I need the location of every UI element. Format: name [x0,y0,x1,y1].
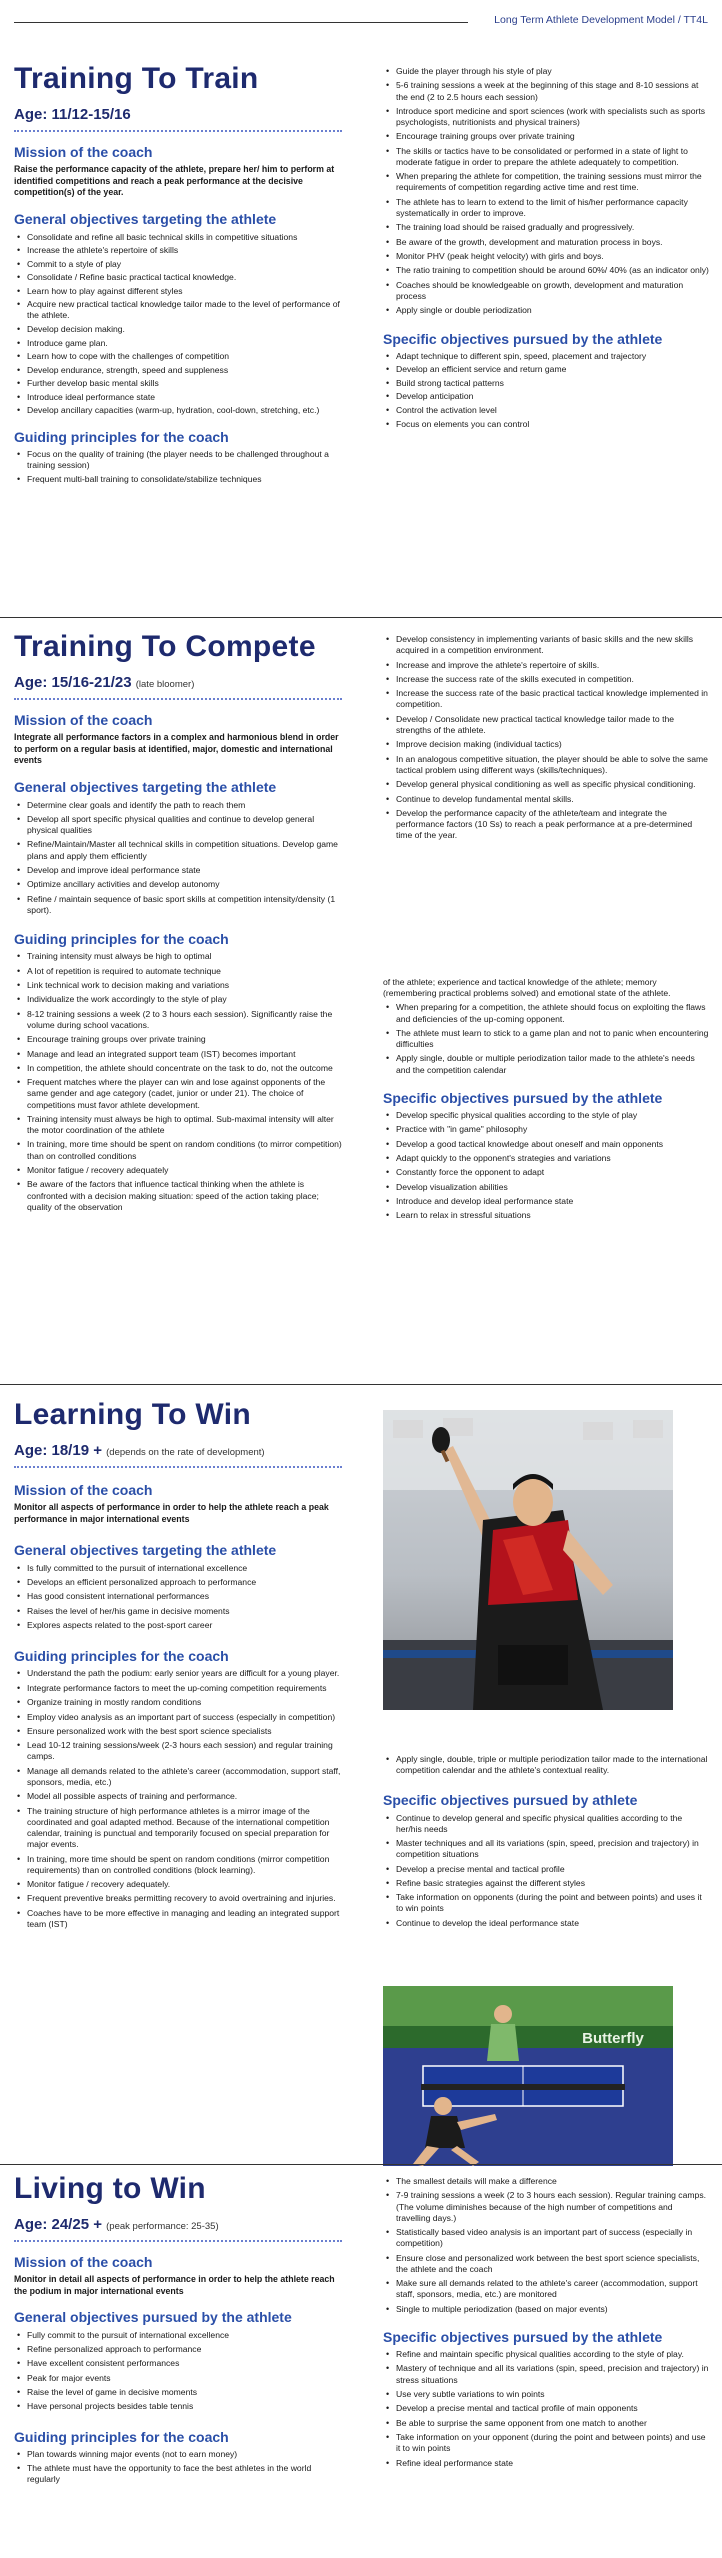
list-item: • Learn how to play against different styles [14,286,342,297]
list-item: • Encourage training groups over private training [383,131,709,142]
list-item: • Mastery of technique and all its variations (spin, speed, precision and trajectory) in stress situations [383,2363,709,2385]
list-item: • Be aware of the growth, development and maturation process in boys. [383,237,709,248]
mission-heading: Mission of the coach [14,711,153,728]
age-label: Age: 24/25 + (peak performance: 25-35) [14,2215,342,2242]
list-item: • Take information on your opponent (during the point and between points) and use it to win points [383,2432,709,2454]
list-item: • Introduce sport medicine and sport sciences (work with specialists such as sports psychologists, nutritionists and physical trainers) [383,106,709,128]
guiding-principles-heading: Guiding principles for the coach [14,930,229,947]
section-training-to-compete [0,630,722,1380]
list-item: • Link technical work to decision making and variations [14,980,342,991]
list-item: • Manage all demands related to the athlete's career (accommodation, support staff, sponsors, media, etc.) [14,1766,342,1788]
list-item: • 7-9 training sessions a week (2 to 3 hours each session). Regular training camps. (The volume diminishes because of the high number of competitions and travelling days.) [383,2190,709,2224]
list-item: • Introduce ideal performance state [14,392,342,403]
athlete-objectives-list [383,634,709,841]
list-item: • Determine clear goals and identify the path to reach them [14,800,342,811]
list-item: • Be aware of the factors that influence tactical thinking when the athlete is confronted with a decision making situation: speed of the action taking place; quality of the observation [14,1179,342,1213]
list-item: • Frequent preventive breaks permitting recovery to avoid overtraining and injuries. [14,1893,342,1904]
list-item: • Apply single, double, triple or multiple periodization tailor made to the international competition calendar and the athlete's contextual reality. [383,1754,709,1776]
list-item: • The athlete must have the opportunity to face the best athletes in the world regularly [14,2463,342,2485]
list-item: • Commit to a style of play [14,259,342,270]
list-item: • Employ video analysis as an important part of success (especially in competition) [14,1712,342,1723]
list-item: • Improve decision making (individual tactics) [383,739,709,750]
mission-heading: Mission of the coach [14,1481,153,1498]
age-label: Age: 15/16-21/23 (late bloomer) [14,673,342,700]
specific-objectives-heading: Specific objectives pursued by the athlete [383,330,663,347]
list-item: • Consolidate / Refine basic practical tactical knowledge. [14,272,342,283]
list-item: • The athlete has to learn to extend to the limit of his/her performance capacity systematically in order to improve. [383,197,709,219]
specific-objectives-list [383,2349,709,2469]
list-item: • Explores aspects related to the post-sport career [14,1620,342,1631]
list-item: • Apply single, double or multiple periodization tailor made to the athlete's needs and the competition calendar [383,1053,709,1075]
mission-text: Monitor in detail all aspects of performance in order to help the athlete reach the podium in major international events [14,2273,335,2296]
list-item: • Coaches should be knowledgeable on growth, development and maturation process [383,280,709,302]
mission-heading: Mission of the coach [14,2253,153,2270]
list-item: • Training intensity must always be high to optimal [14,951,342,962]
list-item: • Statistically based video analysis is an important part of success (especially in competition) [383,2227,709,2249]
list-item: • 5-6 training sessions a week at the beginning of this stage and 8-10 sessions at the end (2 to 2.5 hours each session) [383,80,709,102]
list-item: • Monitor fatigue / recovery adequately. [14,1879,342,1890]
list-item: • Focus on elements you can control [383,419,709,430]
list-item: • Develop / Consolidate new practical tactical knowledge tailor made to the strengths of the athlete. [383,714,709,736]
list-item: • Develops an efficient personalized approach to performance [14,1577,342,1588]
list-item: • The skills or tactics have to be consolidated or performed in a state of light to moderate fatigue in order to prepare the athlete adequately to competition. [383,146,709,168]
continued-text: of the athlete; experience and tactical knowledge of the athlete; memory (remembering practical problems solved) and emotional state of the athlete. [383,977,671,999]
list-item: • The smallest details will make a difference [383,2176,709,2187]
list-item: • Use very subtle variations to win points [383,2389,709,2400]
section-divider [0,617,722,618]
list-item: • Integrate performance factors to meet the up-coming competition requirements [14,1683,342,1694]
list-item: • Have excellent consistent performances [14,2358,342,2369]
list-item: • Develop a precise mental and tactical profile of main opponents [383,2403,709,2414]
list-item: • The training load should be raised gradually and progressively. [383,222,709,233]
list-item: • In training, more time should be spent on random conditions (to mirror competition) than on controlled conditions [14,1139,342,1161]
doubles-match-photo [383,1986,673,2166]
list-item: • Refine and maintain specific physical qualities according to the style of play. [383,2349,709,2360]
list-item: • Control the activation level [383,405,709,416]
list-item: • The athlete must learn to stick to a game plan and not to panic when encountering difficulties [383,1028,709,1050]
list-item: • Develop ancillary capacities (warm-up, hydration, cool-down, stretching, etc.) [14,405,342,416]
list-item: • Encourage training groups over private training [14,1034,342,1045]
list-item: • Raise the level of game in decisive moments [14,2387,342,2398]
mission-text: Integrate all performance factors in a complex and harmonious blend in order to perform on a regular basis at identified, major, domestic and international events [14,731,339,766]
list-item: • Increase the athlete's repertoire of skills [14,245,342,256]
list-item: • Develop a good tactical knowledge about oneself and main opponents [383,1139,709,1150]
header-title: Long Term Athlete Development Model / TT4L [494,14,708,26]
mission-text: Monitor all aspects of performance in order to help the athlete reach a peak performance in major international events [14,1501,329,1524]
list-item: • Increase and improve the athlete's repertoire of skills. [383,660,709,671]
list-item: • Introduce game plan. [14,338,342,349]
section-living-to-win [0,2172,722,2552]
general-objectives-list [14,1563,342,1632]
list-item: • Develop endurance, strength, speed and suppleness [14,365,342,376]
list-item: • Have personal projects besides table tennis [14,2401,342,2412]
section-learning-to-win [0,1398,722,2178]
list-item: • Learn to relax in stressful situations [383,1210,709,1221]
list-item: • Individualize the work accordingly to the style of play [14,994,342,1005]
general-objectives-heading: General objectives targeting the athlete [14,211,277,228]
guiding-principles-list [14,449,342,486]
guiding-principles-heading: Guiding principles for the coach [14,2428,229,2445]
list-item: • Develop anticipation [383,391,709,402]
list-item: • Further develop basic mental skills [14,378,342,389]
list-item: • Model all possible aspects of training and performance. [14,1791,342,1802]
list-item: • Fully commit to the pursuit of international excellence [14,2330,342,2341]
list-item: • Guide the player through his style of play [383,66,709,77]
list-item: • 8-12 training sessions a week (2 to 3 hours each session). Significantly raise the volume during school vacations. [14,1009,342,1031]
list-item: • Refine ideal performance state [383,2458,709,2469]
list-item: • Apply single or double periodization [383,305,709,316]
list-item: • Take information on opponents (during the point and between points) and uses it to win points [383,1892,709,1914]
list-item: • Develop an efficient service and return game [383,364,709,375]
guiding-principles-heading: Guiding principles for the coach [14,1648,229,1665]
list-item: • Consolidate and refine all basic technical skills in competitive situations [14,232,342,243]
list-item: • Has good consistent international performances [14,1591,342,1602]
list-item: • Practice with "in game" philosophy [383,1124,709,1135]
list-item: • When preparing for a competition, the athlete should focus on exploiting the flaws and deficiencies of the up-coming opponent. [383,1002,709,1024]
list-item: • Lead 10-12 training sessions/week (2-3 hours each session) and regular training camps. [14,1740,342,1762]
section-divider [0,2164,722,2165]
general-objectives-heading: General objectives targeting the athlete [14,779,277,796]
list-item: • Adapt technique to different spin, speed, placement and trajectory [383,351,709,362]
list-item: • Frequent matches where the player can win and lose against opponents of the same gender and age category (cadet, junior or under 21). The choice of competitions must favor athlete development. [14,1077,342,1111]
list-item: • Refine basic strategies against the different styles [383,1878,709,1889]
list-item: • Continue to develop the ideal performance state [383,1918,709,1929]
list-item: • In competition, the athlete should concentrate on the task to do, not the outcome [14,1063,342,1074]
mission-heading: Mission of the coach [14,143,153,160]
specific-objectives-list [383,351,709,430]
list-item: • Single to multiple periodization (based on major events) [383,2304,709,2315]
list-item: • Continue to develop fundamental mental skills. [383,794,709,805]
general-objectives-list [14,800,342,916]
list-item: • Organize training in mostly random conditions [14,1697,342,1708]
list-item: • In training, more time should be spent on random conditions (mirror competition requirements) than on controlled conditions (block learning). [14,1854,342,1876]
player-celebration-photo [383,1410,673,1710]
section-title: Training To Train [14,62,259,95]
list-item: • Focus on the quality of training (the player needs to be challenged throughout a training session) [14,449,342,471]
guiding-principles-list [14,951,342,1213]
list-item: • Refine/Maintain/Master all technical skills in competition situations. Develop game plans and apply them efficiently [14,839,342,861]
list-item: • Ensure close and personalized work between the best sport science specialists, the athlete and the coach [383,2253,709,2275]
list-item: • Increase the success rate of the basic practical tactical knowledge implemented in competition. [383,688,709,710]
list-item: • Be able to surprise the same opponent from one match to another [383,2418,709,2429]
list-item: • Understand the path the podium: early senior years are difficult for a young player. [14,1668,342,1679]
list-item: • Make sure all demands related to the athlete's career (accommodation, support staff, sponsors, media, etc.) are monitored [383,2278,709,2300]
section-training-to-train [0,62,722,602]
section-title: Living to Win [14,2172,206,2205]
age-label: Age: 11/12-15/16 [14,105,342,132]
list-item: • Manage and lead an integrated support team (IST) becomes important [14,1049,342,1060]
page-header [0,0,722,30]
mission-text: Raise the performance capacity of the athlete, prepare her/ him to perform at identified competitions and reach a peak performance at the decisive competition(s) of the year. [14,163,335,198]
list-item: • Develop all sport specific physical qualities and continue to develop general physical qualities [14,814,342,836]
list-item: • Ensure personalized work with the best sport science specialists [14,1726,342,1737]
list-item: • Develop a precise mental and tactical profile [383,1864,709,1875]
guiding-principles-heading: Guiding principles for the coach [14,428,229,445]
list-item: • Constantly force the opponent to adapt [383,1167,709,1178]
list-item: • Develop consistency in implementing variants of basic skills and the new skills acquired in a competition environment. [383,634,709,656]
section-title: Training To Compete [14,630,316,663]
specific-objectives-list [383,1813,709,1929]
list-item: • Refine personalized approach to performance [14,2344,342,2355]
list-item: • Refine / maintain sequence of basic sport skills at competition intensity/density (1 sport). [14,894,342,916]
sponsor-banner-text: Butterfly [582,2030,644,2047]
specific-objectives-heading: Specific objectives pursued by athlete [383,1792,638,1809]
general-objectives-heading: General objectives targeting the athlete [14,1542,277,1559]
list-item: • Increase the success rate of the skills executed in competition. [383,674,709,685]
section-divider [0,1384,722,1385]
specific-objectives-list [383,1110,709,1222]
periodization-list [383,1754,709,1776]
list-item: • In an analogous competitive situation, the player should be able to solve the same tactical problem using different ways (skills/techniques). [383,754,709,776]
list-item: • Develop and improve ideal performance state [14,865,342,876]
section-title: Learning To Win [14,1398,251,1431]
list-item: • Continue to develop general and specific physical qualities according to the her/his needs [383,1813,709,1835]
guiding-principles-list [14,1668,342,1930]
list-item: • When preparing the athlete for competition, the training sessions must mirror the requirements of competition regarding active time and rest time. [383,171,709,193]
list-item: • Develop general physical conditioning as well as specific physical conditioning. [383,779,709,790]
list-item: • Build strong tactical patterns [383,378,709,389]
list-item: • Plan towards winning major events (not to earn money) [14,2449,342,2460]
header-rule [14,22,468,23]
general-objectives-list [14,2330,342,2413]
coach-principles-list [383,1002,709,1075]
general-objectives-heading: General objectives pursued by the athlete [14,2309,292,2326]
list-item: • Develop visualization abilities [383,1182,709,1193]
specific-objectives-heading: Specific objectives pursued by the athlete [383,1089,663,1106]
list-item: • Raises the level of her/his game in decisive moments [14,1606,342,1617]
list-item: • A lot of repetition is required to automate technique [14,966,342,977]
general-objectives-list [14,232,342,417]
list-item: • Peak for major events [14,2373,342,2384]
list-item: • Master techniques and all its variations (spin, speed, precision and trajectory) in competition situations [383,1838,709,1860]
coach-principles-list [383,66,709,317]
specific-objectives-heading: Specific objectives pursued by the athlete [383,2328,663,2345]
list-item: • Frequent multi-ball training to consolidate/stabilize techniques [14,474,342,485]
coach-principles-list [383,2176,709,2315]
guiding-principles-list [14,2449,342,2486]
age-label: Age: 18/19 + (depends on the rate of development) [14,1441,342,1468]
list-item: • The training structure of high performance athletes is a mirror image of the coordinated and goal adapted method. Because of the international competition calendar, training is punctual and temporarily focused on special preparation for major events. [14,1806,342,1851]
list-item: • Acquire new practical tactical knowledge tailor made to the level of performance of the athlete. [14,299,342,321]
list-item: • Learn how to cope with the challenges of competition [14,351,342,362]
list-item: • Training intensity must always be high to optimal. Sub-maximal intensity will alter the motor coordination of the athlete [14,1114,342,1136]
list-item: • Develop the performance capacity of the athlete/team and integrate the performance factors (10 Ss) to reach a peak performance at a pre-determined time of the year. [383,808,709,842]
list-item: • Develop decision making. [14,324,342,335]
list-item: • Is fully committed to the pursuit of international excellence [14,1563,342,1574]
list-item: • Optimize ancillary activities and develop autonomy [14,879,342,890]
list-item: • Develop specific physical qualities according to the style of play [383,1110,709,1121]
list-item: • Monitor fatigue / recovery adequately [14,1165,342,1176]
list-item: • Coaches have to be more effective in managing and leading an integrated support team (IST) [14,1908,342,1930]
list-item: • Adapt quickly to the opponent's strategies and variations [383,1153,709,1164]
list-item: • The ratio training to competition should be around 60%/ 40% (as an indicator only) [383,265,709,276]
list-item: • Monitor PHV (peak height velocity) with girls and boys. [383,251,709,262]
list-item: • Introduce and develop ideal performance state [383,1196,709,1207]
